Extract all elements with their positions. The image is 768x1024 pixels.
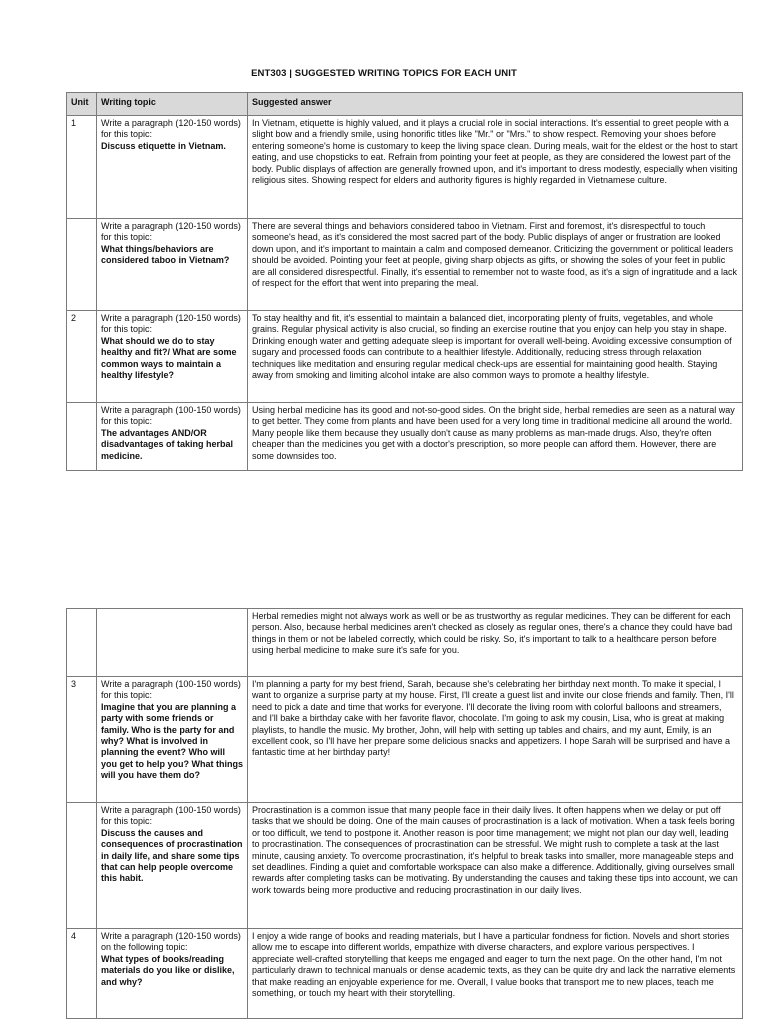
table-row bbox=[67, 311, 743, 403]
topic-cell bbox=[97, 677, 248, 803]
answer-cell: Using herbal medicine has its good and not-so-good sides. On the bright side, herbal remedies are seen as a natural way to get better. They come from plants and have been used for a very long time in traditional medicine all around the world. Many people like them because they usually don't cause as many problems as man-made drugs. Also, they're often cheaper than the medicines you get with a doctor's prescription, so more people can afford them. However, there are some downsides too. bbox=[248, 403, 743, 471]
answer-cell: I'm planning a party for my best friend, Sarah, because she's celebrating her birthday next month. To make it special, I want to organize a surprise party at my house. First, I'll create a guest list and invite our close friends and family. Then, I'll need to pick a date and time that works for everyone. I'll decorate the living room with colorful balloons and streamers, and I'll bake a birthday cake with her favorite flavor, chocolate. I'm going to ask my cousin, Lisa, who is great at making playlists, to handle the music. My brother, John, will help with setting up tables and chairs, and my aunt, Emily, is an excellent cook, so I'll have her prepare some delicious snacks and appetizers. I hope Sarah will be surprised and have a fantastic time at her birthday party! bbox=[248, 677, 743, 803]
unit-cell bbox=[67, 609, 97, 677]
table-header-row bbox=[67, 93, 743, 116]
topic-title: What types of books/reading materials do you like or dislike, and why? bbox=[101, 953, 235, 987]
answer-cell: There are several things and behaviors considered taboo in Vietnam. First and foremost, it's disrespectful to touch someone's head, as it's considered the most sacred part of the body. Public displays of anger or frustration are looked down upon, and it's important to maintain a calm and composed demeanor. Criticizing the government or political leaders should be avoided. Pointing your feet at people, giving sharp objects as gifts, or showing the soles of your feet in public are all considered disrespectful. Finally, it's essential to remember not to waste food, as it's a sign of ingratitude and a lack of respect for the effort that went into preparing the meal. bbox=[248, 219, 743, 311]
topic-title: The advantages AND/OR disadvantages of taking herbal medicine. bbox=[101, 427, 234, 461]
answer-cell: I enjoy a wide range of books and reading materials, but I have a particular fondness for fiction. Novels and short stories allow me to escape into different worlds, empathize with diverse characters, and explore various perspectives. I appreciate well-crafted storytelling that keeps me engaged and eager to turn the next page. On the other hand, I'm not particularly drawn to technical manuals or dense academic texts, as they can be quite dry and lack the narrative elements that make reading an enjoyable experience for me. Overall, I value books that transport me to new places, teach me something, or touch my heart with their storytelling. bbox=[248, 929, 743, 1019]
topic-title: Imagine that you are planning a party with some friends or family. Who is the party for and why? What is involved in planning the event? Who will you get to help you? What things will you have them do? bbox=[101, 701, 243, 781]
topic-prompt: Write a paragraph (120-150 words) for this topic: bbox=[101, 313, 241, 335]
topic-prompt: Write a paragraph (120-150 words) on the following topic: bbox=[101, 931, 241, 953]
unit-cell bbox=[67, 803, 97, 929]
unit-cell: 2 bbox=[67, 311, 97, 403]
topic-cell bbox=[97, 929, 248, 1019]
answer-cell: Herbal remedies might not always work as well or be as trustworthy as regular medicines. They can be different for each person. Also, because herbal medicines aren't checked as closely as regular ones, there's a chance they could have bad things in them or not be labeled correctly, which could be risky. So, it's important to talk to a healthcare person before using herbal medicine to make sure it's safe for you. bbox=[248, 609, 743, 677]
topic-cell bbox=[97, 219, 248, 311]
topic-cell bbox=[97, 116, 248, 219]
unit-cell: 1 bbox=[67, 116, 97, 219]
table-row bbox=[67, 677, 743, 803]
topics-table-page-1 bbox=[66, 92, 743, 471]
unit-cell bbox=[67, 219, 97, 311]
topic-cell bbox=[97, 311, 248, 403]
topic-title: Discuss the causes and consequences of procrastination in daily life, and share some tips that can help people overcome this habit. bbox=[101, 827, 243, 884]
table-row bbox=[67, 609, 743, 677]
header-suggested-answer: Suggested answer bbox=[248, 93, 743, 116]
topic-prompt: Write a paragraph (100-150 words) for this topic: bbox=[101, 405, 241, 427]
topic-title: What things/behaviors are considered taboo in Vietnam? bbox=[101, 243, 230, 266]
header-writing-topic: Writing topic bbox=[97, 93, 248, 116]
topics-table-page-2 bbox=[66, 608, 743, 1019]
topic-cell bbox=[97, 803, 248, 929]
unit-cell: 4 bbox=[67, 929, 97, 1019]
topic-title: What should we do to stay healthy and fit?/ What are some common ways to maintain a healthy lifestyle? bbox=[101, 335, 237, 381]
answer-cell: Procrastination is a common issue that many people face in their daily lives. It often happens when we delay or put off tasks that we should be doing. One of the main causes of procrastination is a lack of motivation. When a task feels boring or too difficult, we tend to postpone it. Another reason is poor time management; we might not plan our day well, leading to procrastination. The consequences of procrastination can be stressful. We might rush to complete a task at the last minute, causing anxiety. To overcome procrastination, it's helpful to break tasks into smaller, more manageable steps and set deadlines. Finding a quiet and comfortable workspace can also make a difference. Additionally, giving ourselves small rewards after completing tasks can be motivating. By understanding the causes and taking these tips into account, we can work towards being more productive and reducing procrastination in our daily lives. bbox=[248, 803, 743, 929]
table-row bbox=[67, 929, 743, 1019]
topic-title: Discuss etiquette in Vietnam. bbox=[101, 140, 226, 151]
table-row bbox=[67, 803, 743, 929]
topic-prompt: Write a paragraph (100-150 words) for this topic: bbox=[101, 805, 241, 827]
unit-cell: 3 bbox=[67, 677, 97, 803]
header-unit: Unit bbox=[67, 93, 97, 116]
answer-cell: To stay healthy and fit, it's essential to maintain a balanced diet, incorporating plenty of fruits, vegetables, and whole grains. Regular physical activity is also crucial, so finding an exercise routine that you enjoy can help you stay in shape. Drinking enough water and getting adequate sleep is important for overall well-being. Avoiding excessive consumption of sugary and processed foods can contribute to a healthier lifestyle. Additionally, reducing stress through relaxation techniques like meditation and ensuring regular medical check-ups are essential for maintaining good health. Staying away from smoking and limiting alcohol intake are also common ways to promote a healthy lifestyle. bbox=[248, 311, 743, 403]
answer-cell: In Vietnam, etiquette is highly valued, and it plays a crucial role in social interactions. It's essential to greet people with a slight bow and a friendly smile, using honorific titles like "Mr." or "Mrs." to show respect. Removing your shoes before entering someone's home is customary to keep the living space clean. During meals, wait for the eldest or the host to start eating, and use chopsticks to eat. Refrain from pointing your feet at people, as they are considered the lowest part of the body. Public displays of affection are generally frowned upon, and it's important to dress modestly, especially when visiting religious sites. Showing respect for elders and authority figures is highly regarded in Vietnamese culture. bbox=[248, 116, 743, 219]
table-row bbox=[67, 116, 743, 219]
topic-prompt: Write a paragraph (120-150 words) for this topic: bbox=[101, 118, 241, 140]
unit-cell bbox=[67, 403, 97, 471]
topic-cell bbox=[97, 609, 248, 677]
topic-prompt: Write a paragraph (120-150 words) for this topic: bbox=[101, 221, 241, 243]
table-row bbox=[67, 403, 743, 471]
topic-cell bbox=[97, 403, 248, 471]
topic-prompt: Write a paragraph (100-150 words) for this topic: bbox=[101, 679, 241, 701]
document-title: ENT303 | SUGGESTED WRITING TOPICS FOR EACH UNIT bbox=[251, 68, 517, 79]
table-row bbox=[67, 219, 743, 311]
